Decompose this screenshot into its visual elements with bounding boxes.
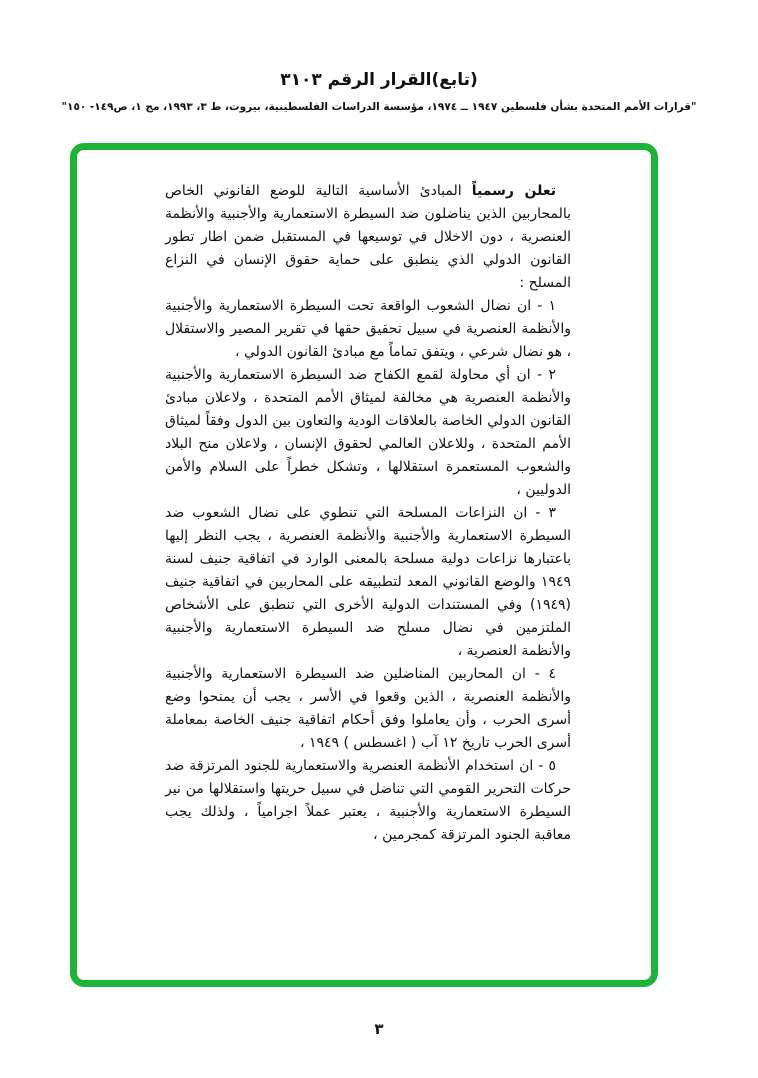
intro-paragraph-text: المبادئ الأساسية التالية للوضع القانوني الخاص بالمحاربين الذين يناضلون ضد السيطرة الاستعمارية والأجنبية والأنظمة العنصرية ، دون الاخلال في توسيعها في المستقبل ضمن اطار تطور القانون الدولي الذي ينطبق على حماية حقوق الإنسان في النزاع المسلح : [165, 183, 571, 291]
page-number: ٣ [374, 1020, 384, 1038]
item-text: ان أي محاولة لقمع الكفاح ضد السيطرة الاستعمارية والأجنبية والأنظمة العنصرية هي مخالفة لميثاق الأمم المتحدة ، ولاعلان مبادئ القانون الدولي الخاصة بالعلاقات الودية والتعاون بين الدول وفقاً لميثاق الأمم المتحدة ، وللاعلان العالمي لحقوق الإنسان ، ولاعلان منح البلاد والشعوب المستعمرة استقلالها ، وتشكل خطراً على السلام والأمن الدوليين ، [165, 367, 571, 498]
item-number: ٢ - [537, 367, 556, 383]
item-number: ٤ - [534, 666, 556, 682]
item-number: ٥ - [538, 758, 557, 774]
numbered-item-5 [165, 755, 571, 847]
item-text: ان نضال الشعوب الواقعة تحت السيطرة الاستعمارية والأجنبية والأنظمة العنصرية في سبيل تحقيق حقها في تقرير المصير والاستقلال ، هو نضال شرعي ، ويتفق تماماً مع مبادئ القانون الدولي ، [165, 298, 571, 360]
numbered-item-4 [165, 663, 571, 755]
numbered-item-3 [165, 502, 571, 663]
page-title: (تابع)القرار الرقم ٣١٠٣ [280, 70, 478, 90]
numbered-item-1 [165, 295, 571, 364]
intro-bold-lead: تعلن رسمياً [471, 183, 556, 199]
body-text-column [165, 180, 571, 847]
intro-paragraph [165, 180, 571, 295]
item-number: ٣ - [535, 505, 556, 521]
item-text: ان المحاربين المناضلين ضد السيطرة الاستعمارية والأجنبية والأنظمة العنصرية ، الذين وقعوا في الأسر ، يجب أن يمنحوا وضع أسرى الحرب ، وأن يعاملوا وفق أحكام اتفاقية جنيف الخاصة بمعاملة أسرى الحرب تاريخ ١٢ آب ( اغسطس ) ١٩٤٩ ، [165, 666, 571, 751]
item-text: ان النزاعات المسلحة التي تنطوي على نضال الشعوب ضد السيطرة الاستعمارية والأجنبية والأنظمة العنصرية ، يجب النظر إليها باعتبارها نزاعات دولية مسلحة بالمعنى الوارد في اتفاقية جنيف لسنة ١٩٤٩ والوضع القانوني المعد لتطبيقه على المحاربين في اتفاقية جنيف (١٩٤٩) وفي المستندات الدولية الأخرى التي تنطبق على الأشخاص الملتزمين في نضال مسلح ضد السيطرة الاستعمارية والأجنبية والأنظمة العنصرية ، [165, 505, 571, 659]
item-number: ١ - [537, 298, 556, 314]
green-border-frame [70, 143, 658, 987]
numbered-item-2 [165, 364, 571, 502]
item-text: ان استخدام الأنظمة العنصرية والاستعمارية للجنود المرتزقة ضد حركات التحرير القومي التي تناضل في سبيل حريتها واستقلالها من نير السيطرة الاستعمارية والأجنبية ، يعتبر عملاً اجرامياً ، ولذلك يجب معاقبة الجنود المرتزقة كمجرمين ، [165, 758, 571, 843]
source-citation: "قرارات الأمم المتحدة بشأن فلسطين ١٩٤٧ ــ ١٩٧٤، مؤسسة الدراسات الفلسطينية، بيروت، ط ٣، ١٩٩٣، مج ١، ص١٤٩- ١٥٠" [61, 101, 697, 113]
